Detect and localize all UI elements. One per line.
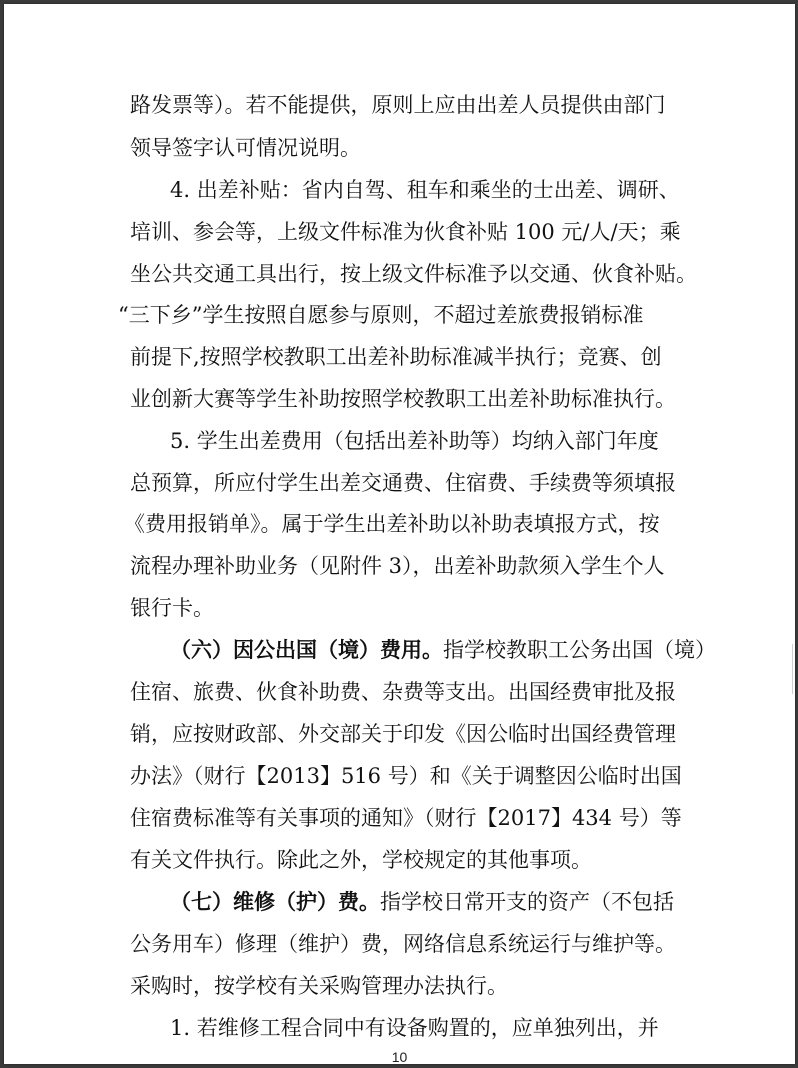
text-line: 住宿、旅费、伙食补助费、杂费等支出。出国经费审批及报 [130, 680, 676, 704]
text-line: 业创新大赛等学生补助按照学校教职工出差补助标准执行。 [130, 387, 676, 411]
section-7-text: 指学校日常开支的资产（不包括 [380, 890, 674, 914]
text-line: 《费用报销单》。属于学生出差补助以补助表填报方式，按 [124, 512, 660, 536]
text-line: 总预算，所应付学生出差交通费、住宿费、手续费等须填报 [130, 471, 676, 495]
section-6-text: 指学校教职工公务出国（境） [443, 638, 716, 662]
text-line: 银行卡。 [130, 596, 214, 620]
document-page [4, 4, 795, 1064]
section-7-title: （七）维修（护）费。 [170, 889, 380, 914]
text-line: 住宿费标准等有关事项的通知》（财行【2017】434 号）等 [130, 806, 682, 830]
text-line: 公务用车）修理（维护）费，网络信息系统运行与维护等。 [130, 932, 676, 956]
text-line: 采购时，按学校有关采购管理办法执行。 [130, 974, 508, 998]
text-line: 前提下,按照学校教职工出差补助标准减半执行；竞赛、创 [130, 345, 662, 369]
section-heading-6 [170, 636, 716, 664]
page-number: 10 [391, 1049, 408, 1064]
page-edge-mark [792, 644, 793, 694]
text-line: 培训、参会等，上级文件标准为伙食补贴 100 元/人/天；乘 [130, 220, 681, 244]
text-line: “三下乡”学生按照自愿参与原则，不超过差旅费报销标准 [118, 303, 644, 327]
section-heading-7 [170, 888, 674, 916]
text-line: 4. 出差补贴：省内自驾、租车和乘坐的士出差、调研、 [170, 178, 680, 202]
text-line: 1. 若维修工程合同中有设备购置的，应单独列出，并 [170, 1016, 659, 1040]
section-6-title: （六）因公出国（境）费用。 [170, 637, 443, 662]
text-line: 5. 学生出差费用（包括出差补助等）均纳入部门年度 [170, 429, 659, 453]
text-line: 领导签字认可情况说明。 [130, 136, 361, 160]
text-line: 路发票等）。若不能提供，原则上应由出差人员提供由部门 [130, 93, 666, 117]
text-line: 销，应按财政部、外交部关于印发《因公临时出国经费管理 [130, 722, 676, 746]
text-line: 坐公共交通工具出行，按上级文件标准予以交通、伙食补贴。 [130, 262, 697, 286]
text-line: 流程办理补助业务（见附件 3），出差补助款须入学生个人 [130, 554, 665, 578]
text-line: 有关文件执行。除此之外，学校规定的其他事项。 [130, 848, 592, 872]
text-line: 办法》（财行【2013】516 号）和《关于调整因公临时出国 [130, 764, 682, 788]
